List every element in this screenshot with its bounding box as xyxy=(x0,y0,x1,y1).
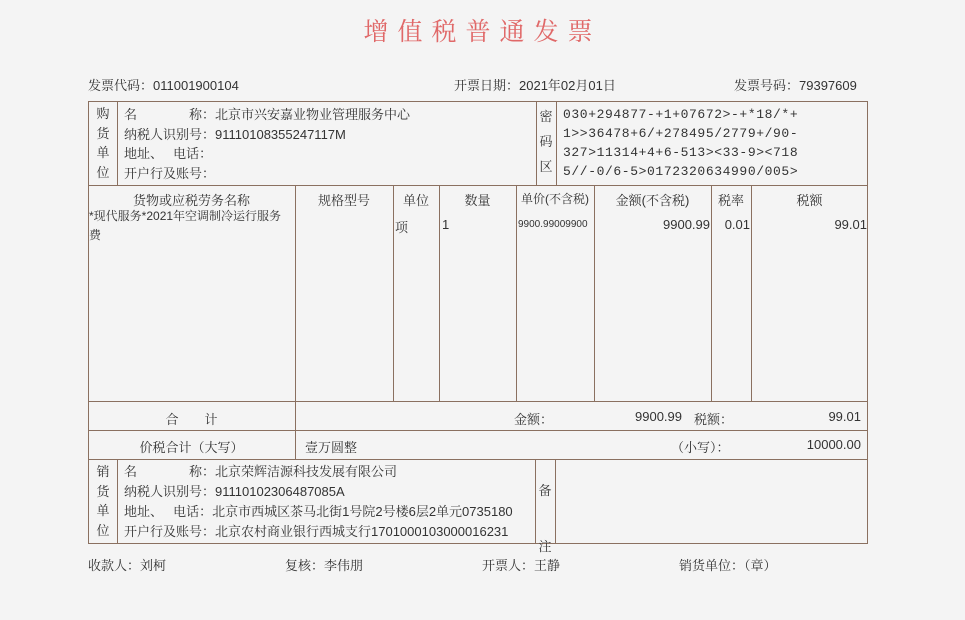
item-amount: 9900.99 xyxy=(663,217,710,232)
grand-total-lower-label: （小写）： xyxy=(671,440,730,455)
invoice-title: 增值税普通发票 xyxy=(363,18,602,46)
divider xyxy=(295,185,296,430)
footer-seller-stamp: 销货单位：（章） xyxy=(679,558,777,573)
issue-date-value: 2021年02月01日 xyxy=(519,78,616,93)
drawer-label: 开票人： xyxy=(482,558,535,573)
invoice-number-value: 79397609 xyxy=(799,78,857,93)
grand-total-label: 价税合计（大写） xyxy=(139,440,244,455)
divider xyxy=(556,101,557,185)
invoice-code-label: 发票代码： xyxy=(88,78,154,93)
col-header-name: 货物或应税劳务名称 xyxy=(132,193,250,208)
grand-total-upper: 壹万圆整 xyxy=(305,440,358,455)
cipher-section-label: 密 码 区 xyxy=(539,109,553,174)
totals-amount: 9900.99 xyxy=(635,409,682,424)
divider xyxy=(117,101,118,185)
cipher-line: 327>11314+4+6-513><33-9><718 xyxy=(563,145,799,160)
cipher-text xyxy=(563,105,798,181)
buyer-section-label: 购 货 单 位 xyxy=(96,106,110,180)
totals-tax: 99.01 xyxy=(828,409,861,424)
issue-date xyxy=(454,75,616,94)
buyer-info xyxy=(124,105,410,183)
buyer-bank-label: 开户行及账号： xyxy=(124,165,216,181)
invoice-code xyxy=(88,75,239,94)
payee-name: 刘柯 xyxy=(140,558,167,573)
divider xyxy=(88,459,868,460)
divider xyxy=(117,459,118,544)
invoice-number-label: 发票号码： xyxy=(734,78,800,93)
item-price: 9900.99009900 xyxy=(518,219,588,230)
seller-name: 北京荣辉洁源科技发展有限公司 xyxy=(215,464,398,479)
issue-date-label: 开票日期： xyxy=(454,78,520,93)
grand-total-lower: 10000.00 xyxy=(806,437,861,452)
totals-amount-label: 金额： xyxy=(514,412,554,427)
seller-name-label: 名 称： xyxy=(124,464,216,479)
divider xyxy=(295,430,296,459)
seller-tax-id-label: 纳税人识别号： xyxy=(124,484,216,499)
seller-bank-label: 开户行及账号： xyxy=(124,524,216,539)
divider xyxy=(393,185,394,401)
col-header-qty: 数量 xyxy=(464,193,491,208)
buyer-tax-id-label: 纳税人识别号： xyxy=(124,126,216,142)
divider xyxy=(516,185,517,401)
divider xyxy=(439,185,440,401)
payee-label: 收款人： xyxy=(88,558,141,573)
cipher-line: 1>>36478+6/+278495/2779+/90- xyxy=(563,126,799,141)
col-header-unit: 单位 xyxy=(402,193,429,208)
footer-payee xyxy=(88,555,166,574)
seller-info xyxy=(124,462,513,542)
col-header-price: 单价(不含税) xyxy=(521,192,589,206)
remarks-section-label: 备 注 xyxy=(538,483,552,554)
divider xyxy=(535,459,536,544)
table-row-item-name: *现代服务*2021年空调制冷运行服务 费 xyxy=(89,209,282,242)
cipher-line: 5//-0/6-5>0172320634990/005> xyxy=(563,164,799,179)
divider xyxy=(88,430,868,431)
col-header-tax: 税额 xyxy=(796,193,823,208)
invoice-code-value: 011001900104 xyxy=(153,78,239,93)
drawer-name: 王静 xyxy=(534,558,561,573)
item-rate: 0.01 xyxy=(724,217,750,232)
seller-section-label: 销 货 单 位 xyxy=(96,464,110,538)
col-header-amount: 金额(不含税) xyxy=(615,193,690,208)
totals-label: 合 计 xyxy=(165,412,218,427)
seller-address-label: 地址、 电话： xyxy=(124,504,213,519)
divider xyxy=(88,401,868,402)
invoice-number xyxy=(734,75,857,94)
item-qty: 1 xyxy=(442,217,450,232)
buyer-name-label: 名 称： xyxy=(124,107,216,122)
footer-reviewer xyxy=(285,555,363,574)
col-header-rate: 税率 xyxy=(717,193,744,208)
divider xyxy=(536,101,537,185)
item-unit: 项 xyxy=(395,220,409,235)
reviewer-name: 李伟朋 xyxy=(324,558,364,573)
col-header-spec: 规格型号 xyxy=(317,193,370,208)
divider xyxy=(555,459,556,544)
cipher-line: 030+294877-+1+07672>-+*18/*+ xyxy=(563,107,799,122)
buyer-address-label: 地址、 电话： xyxy=(124,146,213,161)
buyer-name: 北京市兴安嘉业物业管理服务中心 xyxy=(215,107,411,122)
seller-tax-id: 91110102306487085A xyxy=(215,484,345,499)
footer-drawer xyxy=(482,555,560,574)
seller-address: 北京市西城区茶马北街1号院2号楼6层2单元0735180 xyxy=(212,504,513,519)
reviewer-label: 复核： xyxy=(285,558,325,573)
buyer-tax-id: 91110108355247117M xyxy=(215,126,346,142)
totals-tax-label: 税额： xyxy=(694,412,734,427)
seller-bank: 北京农村商业银行西城支行1701000103000016231 xyxy=(215,524,509,539)
item-tax: 99.01 xyxy=(834,217,867,232)
